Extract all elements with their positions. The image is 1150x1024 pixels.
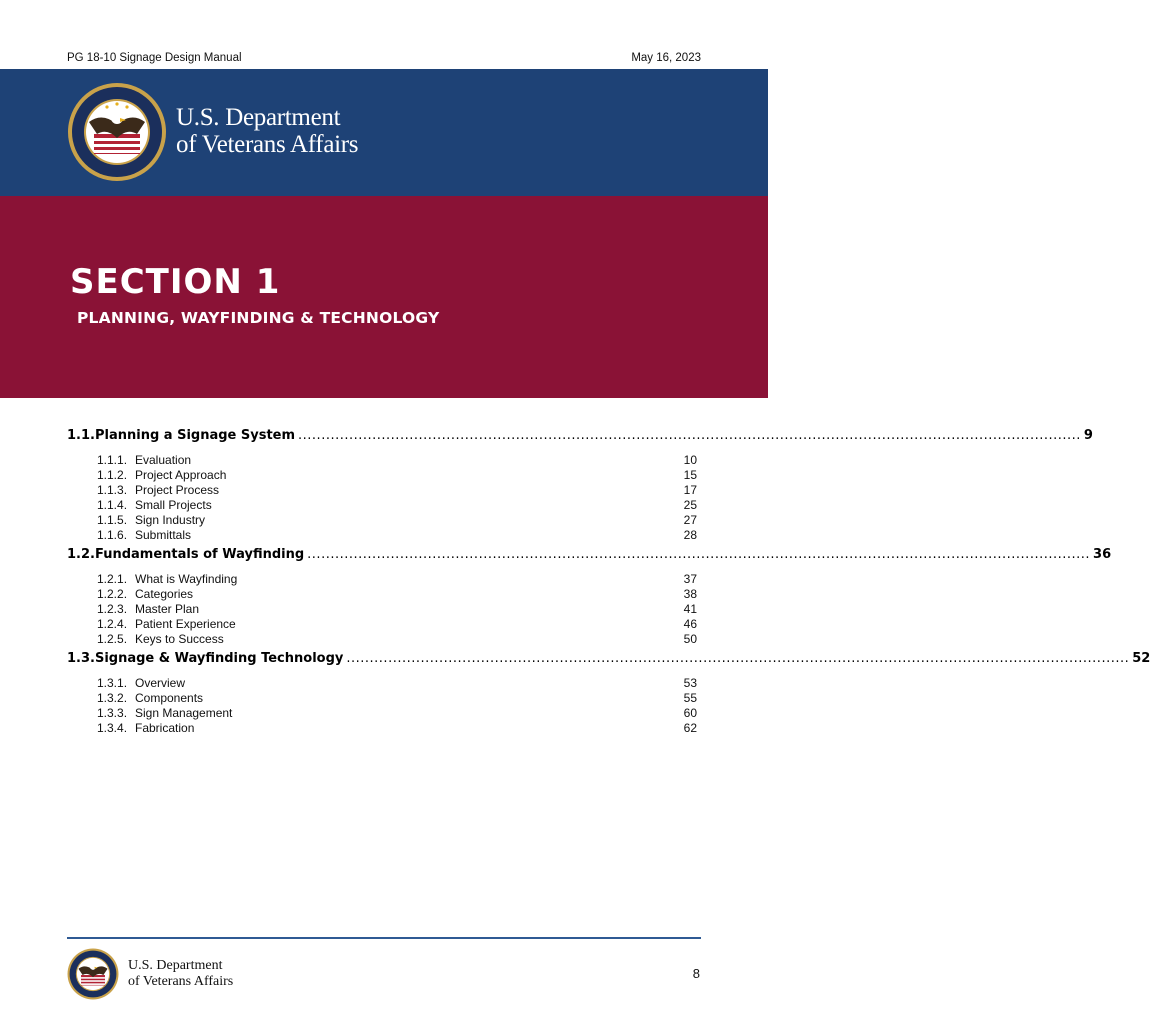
toc-main-page: 36 — [1093, 547, 1112, 562]
toc-sub-title: Categories — [135, 587, 194, 601]
toc-sub-page: 41 — [683, 602, 697, 616]
toc-sub-number: 1.3.1. — [97, 676, 128, 690]
toc-sub-entry[interactable] — [67, 572, 699, 587]
toc-sub-page: 46 — [683, 617, 697, 631]
toc-sub-page: 10 — [683, 453, 697, 467]
va-seal-icon — [67, 948, 119, 1000]
toc-sub-page: 38 — [683, 587, 697, 601]
toc-section — [67, 428, 1093, 543]
toc-sub-title: Sign Industry — [135, 513, 206, 527]
toc-sub-title: Project Process — [135, 483, 220, 497]
toc-sub-entry[interactable] — [67, 691, 699, 706]
toc-sub-number: 1.2.5. — [97, 632, 128, 646]
toc-sub-number: 1.1.4. — [97, 498, 128, 512]
section-title: SECTION 1 — [70, 262, 281, 302]
toc-section — [67, 651, 1150, 736]
toc-sub-title: Evaluation — [135, 453, 192, 467]
toc-leader-dots: ......................................................................................................................................................................... — [298, 428, 1081, 443]
toc-sub-title: Master Plan — [135, 602, 200, 616]
toc-sub-entry[interactable] — [67, 513, 699, 528]
toc-main-page: 52 — [1132, 651, 1150, 666]
toc-sub-page: 28 — [683, 528, 697, 542]
footer-agency-name — [128, 958, 233, 990]
toc-sub-page: 53 — [683, 676, 697, 690]
toc-sub-entry[interactable] — [67, 453, 699, 468]
toc-leader-dots: ......................................................................................................................................................................... — [346, 651, 1130, 666]
toc-main-entry[interactable] — [67, 428, 1093, 448]
toc-sub-entry[interactable] — [67, 632, 699, 647]
toc-leader-dots: ......................................................................................................................................................................... — [307, 547, 1091, 562]
toc-sub-entry[interactable] — [67, 676, 699, 691]
toc-main-page: 9 — [1083, 428, 1093, 443]
agency-name — [176, 104, 358, 158]
toc-sub-number: 1.1.1. — [97, 453, 128, 467]
toc-main-entry[interactable] — [67, 547, 1112, 567]
toc-sub-title: Sign Management — [135, 706, 233, 720]
toc-sub-title: Submittals — [135, 528, 192, 542]
toc-sub-number: 1.2.1. — [97, 572, 128, 586]
toc-sub-number: 1.1.5. — [97, 513, 128, 527]
toc-main-title: Signage & Wayfinding Technology — [94, 651, 344, 666]
toc-main-title: Planning a Signage System — [94, 428, 296, 443]
toc-sub-page: 17 — [683, 483, 697, 497]
toc-section — [67, 547, 1112, 647]
footer-divider — [67, 937, 701, 939]
toc-sub-title: Fabrication — [135, 721, 195, 735]
toc-sub-number: 1.3.2. — [97, 691, 128, 705]
toc-sub-title: Project Approach — [135, 468, 227, 482]
toc-sub-page: 55 — [683, 691, 697, 705]
toc-sub-page: 27 — [683, 513, 697, 527]
toc-sub-entry[interactable] — [67, 617, 699, 632]
toc-sub-number: 1.3.4. — [97, 721, 128, 735]
footer-agency-line2: of Veterans Affairs — [128, 974, 234, 989]
toc-sub-page: 62 — [683, 721, 697, 735]
toc-sub-entry[interactable] — [67, 602, 699, 617]
page-number: 8 — [692, 966, 700, 981]
toc-sub-entry[interactable] — [67, 706, 699, 721]
toc-sub-page: 25 — [683, 498, 697, 512]
toc-sub-entry[interactable] — [67, 721, 699, 736]
toc-sub-page: 60 — [683, 706, 697, 720]
toc-sub-title: Components — [135, 691, 204, 705]
toc-sub-title: Keys to Success — [135, 632, 224, 646]
toc-main-number: 1.1. — [67, 428, 95, 443]
toc-sub-number: 1.3.3. — [97, 706, 128, 720]
toc-sub-entry[interactable] — [67, 587, 699, 602]
toc-sub-page: 50 — [683, 632, 697, 646]
table-of-contents — [67, 428, 1150, 740]
toc-sub-page: 37 — [683, 572, 697, 586]
agency-name-line1: U.S. Department — [176, 104, 341, 131]
document-date: May 16, 2023 — [631, 52, 701, 64]
toc-sub-page: 15 — [683, 468, 697, 482]
toc-sub-number: 1.1.3. — [97, 483, 128, 497]
toc-sub-number: 1.2.2. — [97, 587, 128, 601]
toc-sub-entry[interactable] — [67, 528, 699, 543]
toc-main-entry[interactable] — [67, 651, 1150, 671]
running-header — [67, 52, 701, 68]
toc-sub-entry[interactable] — [67, 468, 699, 483]
toc-main-title: Fundamentals of Wayfinding — [94, 547, 305, 562]
toc-main-number: 1.3. — [67, 651, 95, 666]
toc-sub-title: Small Projects — [135, 498, 212, 512]
toc-main-number: 1.2. — [67, 547, 95, 562]
document-title: PG 18-10 Signage Design Manual — [67, 52, 242, 64]
footer-agency-line1: U.S. Department — [128, 958, 223, 973]
va-seal-icon — [67, 82, 167, 182]
toc-sub-title: What is Wayfinding — [135, 572, 238, 586]
toc-sub-title: Patient Experience — [135, 617, 236, 631]
agency-name-line2: of Veterans Affairs — [176, 131, 359, 158]
toc-sub-entry[interactable] — [67, 483, 699, 498]
toc-sub-title: Overview — [135, 676, 186, 690]
toc-sub-number: 1.2.3. — [97, 602, 128, 616]
toc-sub-entry[interactable] — [67, 498, 699, 513]
toc-sub-number: 1.1.6. — [97, 528, 128, 542]
toc-sub-number: 1.1.2. — [97, 468, 128, 482]
toc-sub-number: 1.2.4. — [97, 617, 128, 631]
section-subtitle: PLANNING, WAYFINDING & TECHNOLOGY — [77, 309, 440, 327]
